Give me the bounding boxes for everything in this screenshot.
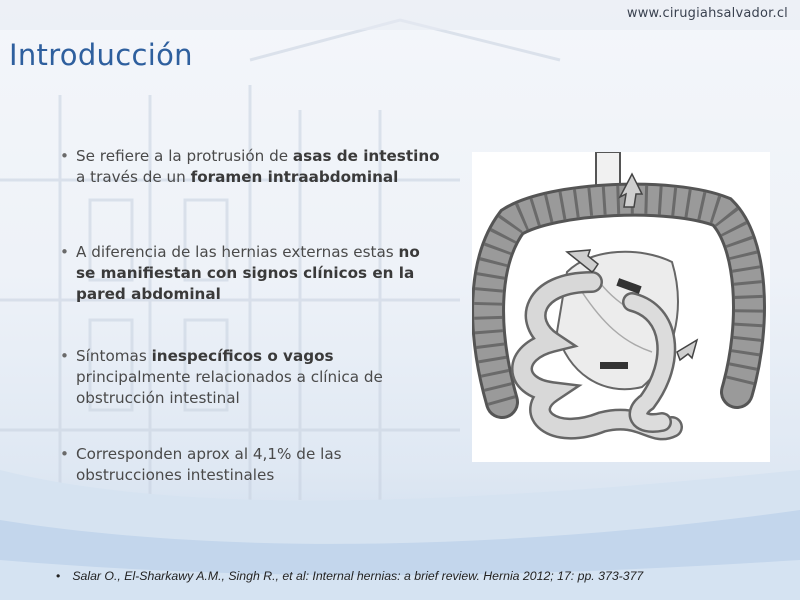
bullet-3-segment-2: inespecíficos o vagos (151, 347, 334, 365)
bullet-item-4 (58, 444, 443, 486)
bullet-item-2 (58, 242, 443, 305)
reference-text: Salar O., El-Sharkawy A.M., Singh R., et al: Internal hernias: a brief review. Hernia 2012; 17: pp. 373-377 (72, 569, 644, 583)
bullet-2-segment-1: A diferencia de las hernias externas estas (76, 243, 399, 261)
bullet-item-3 (58, 346, 443, 409)
bullet-2-segment-2: no se manifiestan con signos clínicos en la pared abdominal (76, 243, 420, 303)
internal-hernia-illustration (472, 152, 770, 462)
bullet-3-segment-1: Síntomas (76, 347, 152, 365)
bullet-4-segment-1: Corresponden aprox al 4,1% de las obstrucciones intestinales (76, 445, 342, 484)
bullet-1-segment-4: foramen intraabdominal (190, 168, 399, 186)
bullet-1-segment-1: Se refiere a la protrusión de (76, 147, 293, 165)
bullet-item-1 (58, 146, 443, 188)
reference-bullet: • (56, 569, 61, 583)
reference-citation (56, 569, 643, 583)
intestine-diagram (472, 152, 770, 462)
slide-title: Introducción (9, 38, 193, 72)
bullet-3-segment-3: principalmente relacionados a clínica de obstrucción intestinal (76, 368, 383, 407)
site-url: www.cirugiahsalvador.cl (626, 6, 788, 21)
bullet-1-segment-2: asas de intestino (292, 147, 440, 165)
bullet-1-segment-3: a través de un (76, 168, 191, 186)
